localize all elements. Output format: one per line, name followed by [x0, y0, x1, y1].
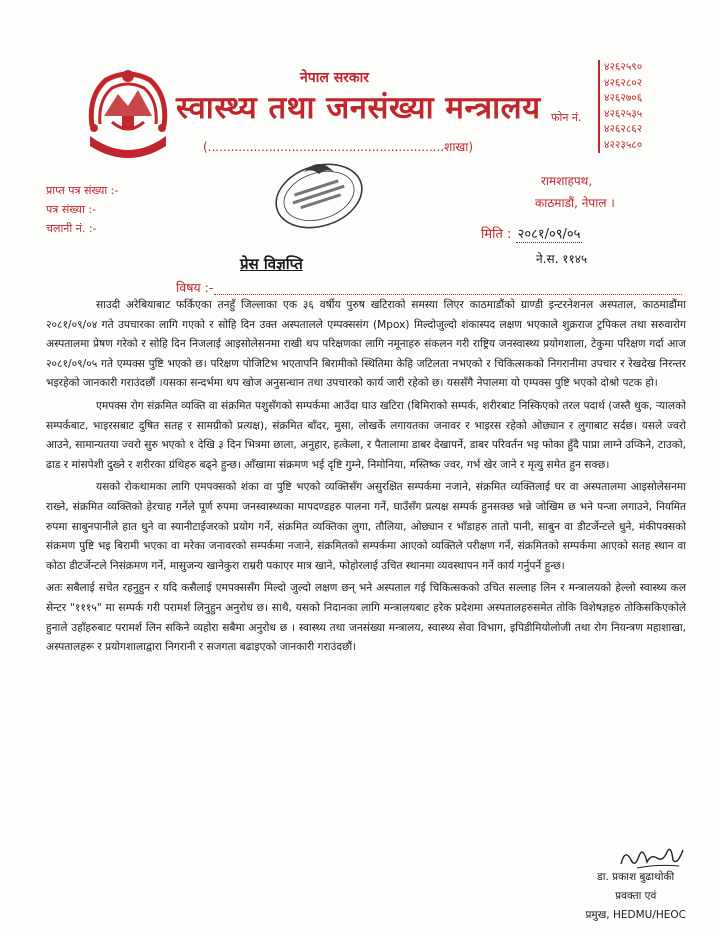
document-title: प्रेस विज्ञप्ति [240, 255, 303, 273]
received-letter-number: प्राप्त पत्र संख्या :- [46, 184, 119, 197]
branch-placeholder: (..............................................................शाखा) [203, 140, 474, 154]
address-line-1: रामशाहपथ, [541, 174, 593, 188]
paragraph: यसको रोकथामका लागि एमपक्सको शंका वा पुष्टि भएको व्यक्तिसँग असुरक्षित सम्पर्कमा नजाने, संक्रमित व्यक्तिलाई घर वा अस्पतालमा आइसोलेसनमा राख्ने, संक्रमित व्यक्तिको हेरचाह गर्नेले पूर्ण रुपमा जनस्वास्थ्यका मापदण्डहरु पालना गर्ने, घाउँसँग प्रत्यक्ष सम्पर्क हुनसक्छ भन्ने जोखिम छ भने पन्जा लगाउने, नियमित रुपमा साबुनपानीले हात धुने वा स्यानीटाईजरको प्रयोग गर्ने, संक्रमित व्यक्तिका लुगा, तौलिया, ओछ्यान र भाँडाहरु तातो पानी, साबुन वा डीटर्जेन्टले धुने, मंकीपक्सको संक्रमण पुष्टि भइ बिरामी भएका वा मरेका जनावरको सम्पर्कमा नजाने, संक्रमितको सम्पर्कमा आएको व्यक्तिले परीक्षण गर्ने, संक्रमितको सम्पर्कमा आएको सतह स्थान वा कोठा डीटर्जेन्टले निसंक्रमण गर्ने, मासुजन्य खानेकुरा राम्ररी पकाएर मात्र खाने, फोहोरलाई उचित स्थानमा व्यवस्थापन गर्ने कार्य गर्नुपर्ने हुन्छ। [46, 481, 686, 572]
nepal-emblem-icon [82, 66, 174, 162]
phone-number: ४२२३५८० [604, 138, 643, 151]
phone-number: ४२६२५९० [604, 61, 643, 73]
ministry-name: स्वास्थ्य तथा जनसंख्या मन्त्रालय [176, 90, 541, 126]
date-row [481, 224, 582, 242]
reference-block [46, 181, 118, 238]
paragraph: एमपक्स रोग संक्रमित व्यक्ति वा संक्रमित पशुसँगको सम्पर्कमा आउँदा घाउ खटिरा (बिमिराको सम्पर्क, शरीरबाट निस्किएको तरल पदार्थ (जस्तै थुक, र्‍यालको सम्पर्कबाट, भाइरसबाट दुषित सतह र सामग्रीको प्रत्यक्ष), संक्रमित बाँदर, मुसा, लोखर्के लगायतका जनावर र भाइरस रहेको ओछ्यान र लुगाबाट सर्दछ। यसले ज्वरो आउने, सामान्यतया ज्वरो सुरु भएको १ देखि ३ दिन भित्रमा छाला, अनुहार, हत्केला, र पैतालामा डाबर देखापर्ने, डाबर परिवर्तन भइ फोका हुँदै पाप्रा लाग्ने उप्किने, टाउको, ढाड र मांसपेशी दुख्ने र शरीरका ग्रंथिहरु बढ्ने हुन्छ। आँखामा संक्रमण भई दृष्टि गुम्ने, निमोनिया, मस्तिष्क ज्वर, गर्भ खेर जाने र मृत्यु समेत हुन सक्छ। [46, 399, 686, 471]
ministry-seal-stamp [264, 150, 374, 242]
ns-number: ने.स. ११४५ [536, 252, 588, 266]
phone-label: फोन नं. [551, 111, 582, 124]
phone-number: ४२६२७०६ [604, 92, 643, 104]
phone-list [598, 60, 642, 153]
phone-number: ४२६२८६२ [604, 123, 643, 135]
paragraph: साउदी अरेबियाबाट फर्किएका तनहुँ जिल्लाका एक ३६ वर्षीय पुरुष खटिराको समस्या लिएर काठमाडौंको ग्राण्डी इन्टरनेशनल अस्पताल, काठमाडौंमा २०८१/०९/०४ गते उपचारका लागि गएको र सोहि दिन उक्त अस्पतालले एम्पक्ससंग (Mpox) मिल्दोजुल्दो शंकास्पद लक्षण भएकाले शुक्रराज ट्रपिकल तथा सरुवारोग अस्पतालमा प्रेषण गरेको र सोहि दिन निजलाई आइसोलेसनमा राखी थप परिक्षणका लागि नमूनाहरु संकलन गरी राष्ट्रिय जनस्वास्थ्य प्रयोगशाला, टेकुमा परिक्षण गर्दा आज २०८१/०९/०५ गते एम्पक्स पुष्टि भएको छ। परिक्षण पोजिटिभ भएतापनि बिरामीको स्थितिमा केहि जटिलता नभएको र चिकित्सकको निगरानीमा उपचार र रेखदेख निरन्तर भइरहेको जानकारी गराउंदछौं ।यसका सन्दर्भमा थप खोज अनुसन्धान तथा उपचारको कार्य जारी रहेको छ। यससँगै नेपालमा यो एम्पक्स पुष्टि भएको दोश्रो पटक हो। [46, 299, 686, 390]
letter-number: पत्र संख्या :- [46, 203, 97, 216]
signature-block [585, 868, 686, 925]
dispatch-number: चलानी नं. :- [46, 222, 97, 235]
government-name: नेपाल सरकार [300, 70, 370, 86]
phone-number: ४२६२८०२ [604, 76, 643, 89]
subject-underline [214, 294, 682, 295]
signatory-role: प्रवक्ता एवं [615, 890, 657, 902]
date-label: मिति : [481, 227, 512, 242]
signatory-name: डा. प्रकाश बुढाथोकी [597, 871, 675, 883]
document-body [46, 296, 686, 661]
phone-number: ४२६२५३५ [604, 107, 643, 120]
subject-label: विषय :- [176, 280, 214, 295]
address-line-2: काठमाडौं, नेपाल । [535, 196, 615, 210]
signatory-position: प्रमुख, HEDMU/HEOC [585, 909, 686, 921]
paragraph: अतः सबैलाई सचेत रहनुहुन र यदि कसैलाई एमपक्ससँग मिल्दो जुल्दो लक्षण छन् भने अस्पताल गई चिकित्सकको उचित सल्लाह लिन र मन्त्रालयको हेल्लो स्वास्थ्य कल सेन्टर "१११५" मा सम्पर्क गरी परामर्श लिनुहुन अनुरोध छ। साथै, यसको निदानका लागि मन्त्रालयबाट हरेक प्रदेशमा अस्पतालहरुसमेत तोकि विशेषज्ञहरु तोकिसकिएकोले हुनाले उहाँहरुबाट परामर्श लिन सकिने व्यहोरा सबैमा अनुरोध छ । स्वास्थ्य तथा जनसंख्या मन्त्रालय, स्वास्थ्य सेवा विभाग, इपिडीमियोलोजी तथा रोग नियन्त्रण महाशाखा, अस्पतालहरू र प्रयोगशालाद्वारा निगरानी र सजगता बढाइएको जानकारी गराउंदछौं। [46, 582, 686, 654]
date-value: २०८१/०९/०५ [517, 227, 581, 242]
